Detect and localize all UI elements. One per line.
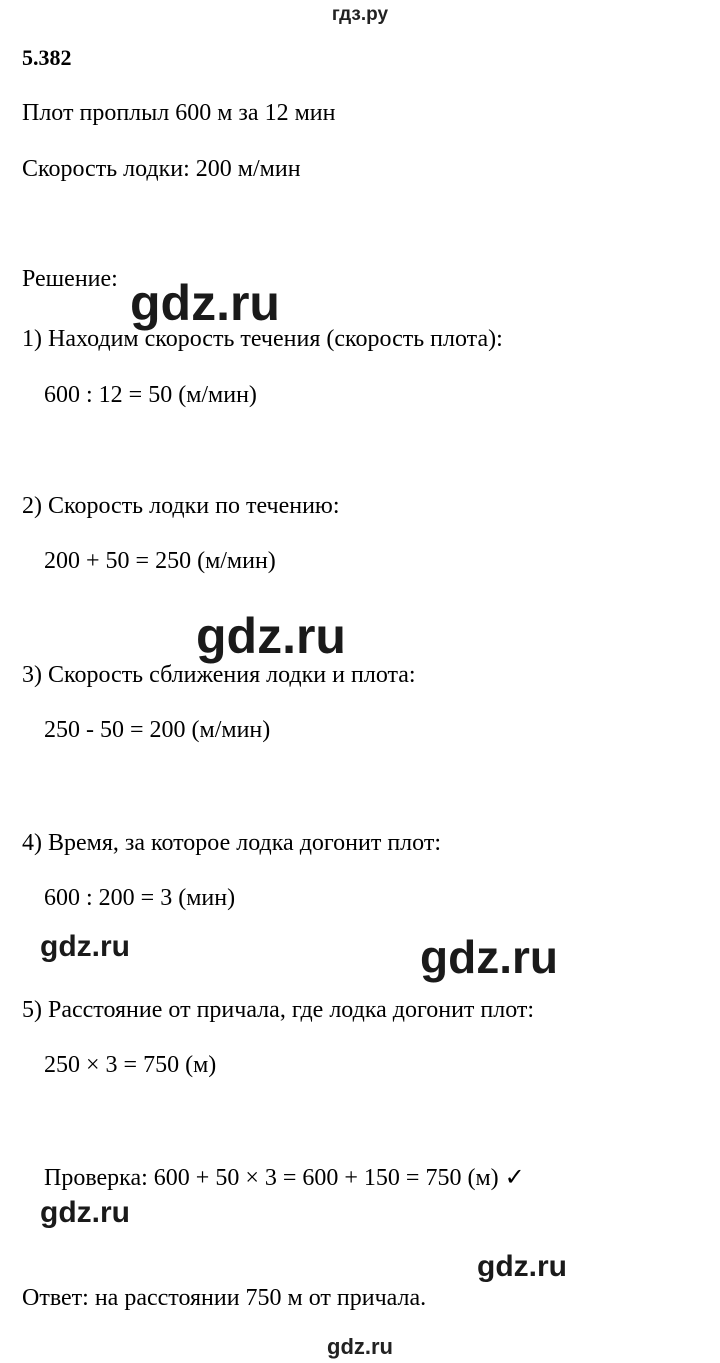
given-line-1: Плот проплыл 600 м за 12 мин — [22, 100, 336, 126]
step-5-title: 5) Расстояние от причала, где лодка догонит плот: — [22, 997, 535, 1023]
solution-label: Решение: — [22, 266, 118, 292]
watermark: gdz.ru — [477, 1250, 567, 1283]
step-1-calc: 600 : 12 = 50 (м/мин) — [44, 382, 257, 408]
step-2-title: 2) Скорость лодки по течению: — [22, 493, 340, 519]
step-2-calc: 200 + 50 = 250 (м/мин) — [44, 548, 276, 574]
answer-line: Ответ: на расстоянии 750 м от причала. — [22, 1285, 427, 1311]
watermark: gdz.ru — [40, 1196, 130, 1229]
check-line: Проверка: 600 + 50 × 3 = 600 + 150 = 750 (м) ✓ — [44, 1165, 525, 1191]
watermark: gdz.ru — [40, 930, 130, 963]
step-3-calc: 250 - 50 = 200 (м/мин) — [44, 717, 271, 743]
problem-number: 5.382 — [22, 45, 72, 70]
step-4-calc: 600 : 200 = 3 (мин) — [44, 885, 236, 911]
step-1-title: 1) Находим скорость течения (скорость плота): — [22, 326, 503, 352]
step-5-calc: 250 × 3 = 750 (м) — [44, 1052, 217, 1078]
site-footer: gdz.ru — [327, 1334, 393, 1359]
given-line-2: Скорость лодки: 200 м/мин — [22, 156, 301, 182]
step-4-title: 4) Время, за которое лодка догонит плот: — [22, 830, 441, 856]
watermark: gdz.ru — [420, 931, 558, 983]
step-3-title: 3) Скорость сближения лодки и плота: — [22, 662, 416, 688]
watermark: gdz.ru — [196, 608, 346, 664]
site-header: гдз.ру — [331, 4, 389, 25]
watermark: gdz.ru — [130, 275, 280, 331]
